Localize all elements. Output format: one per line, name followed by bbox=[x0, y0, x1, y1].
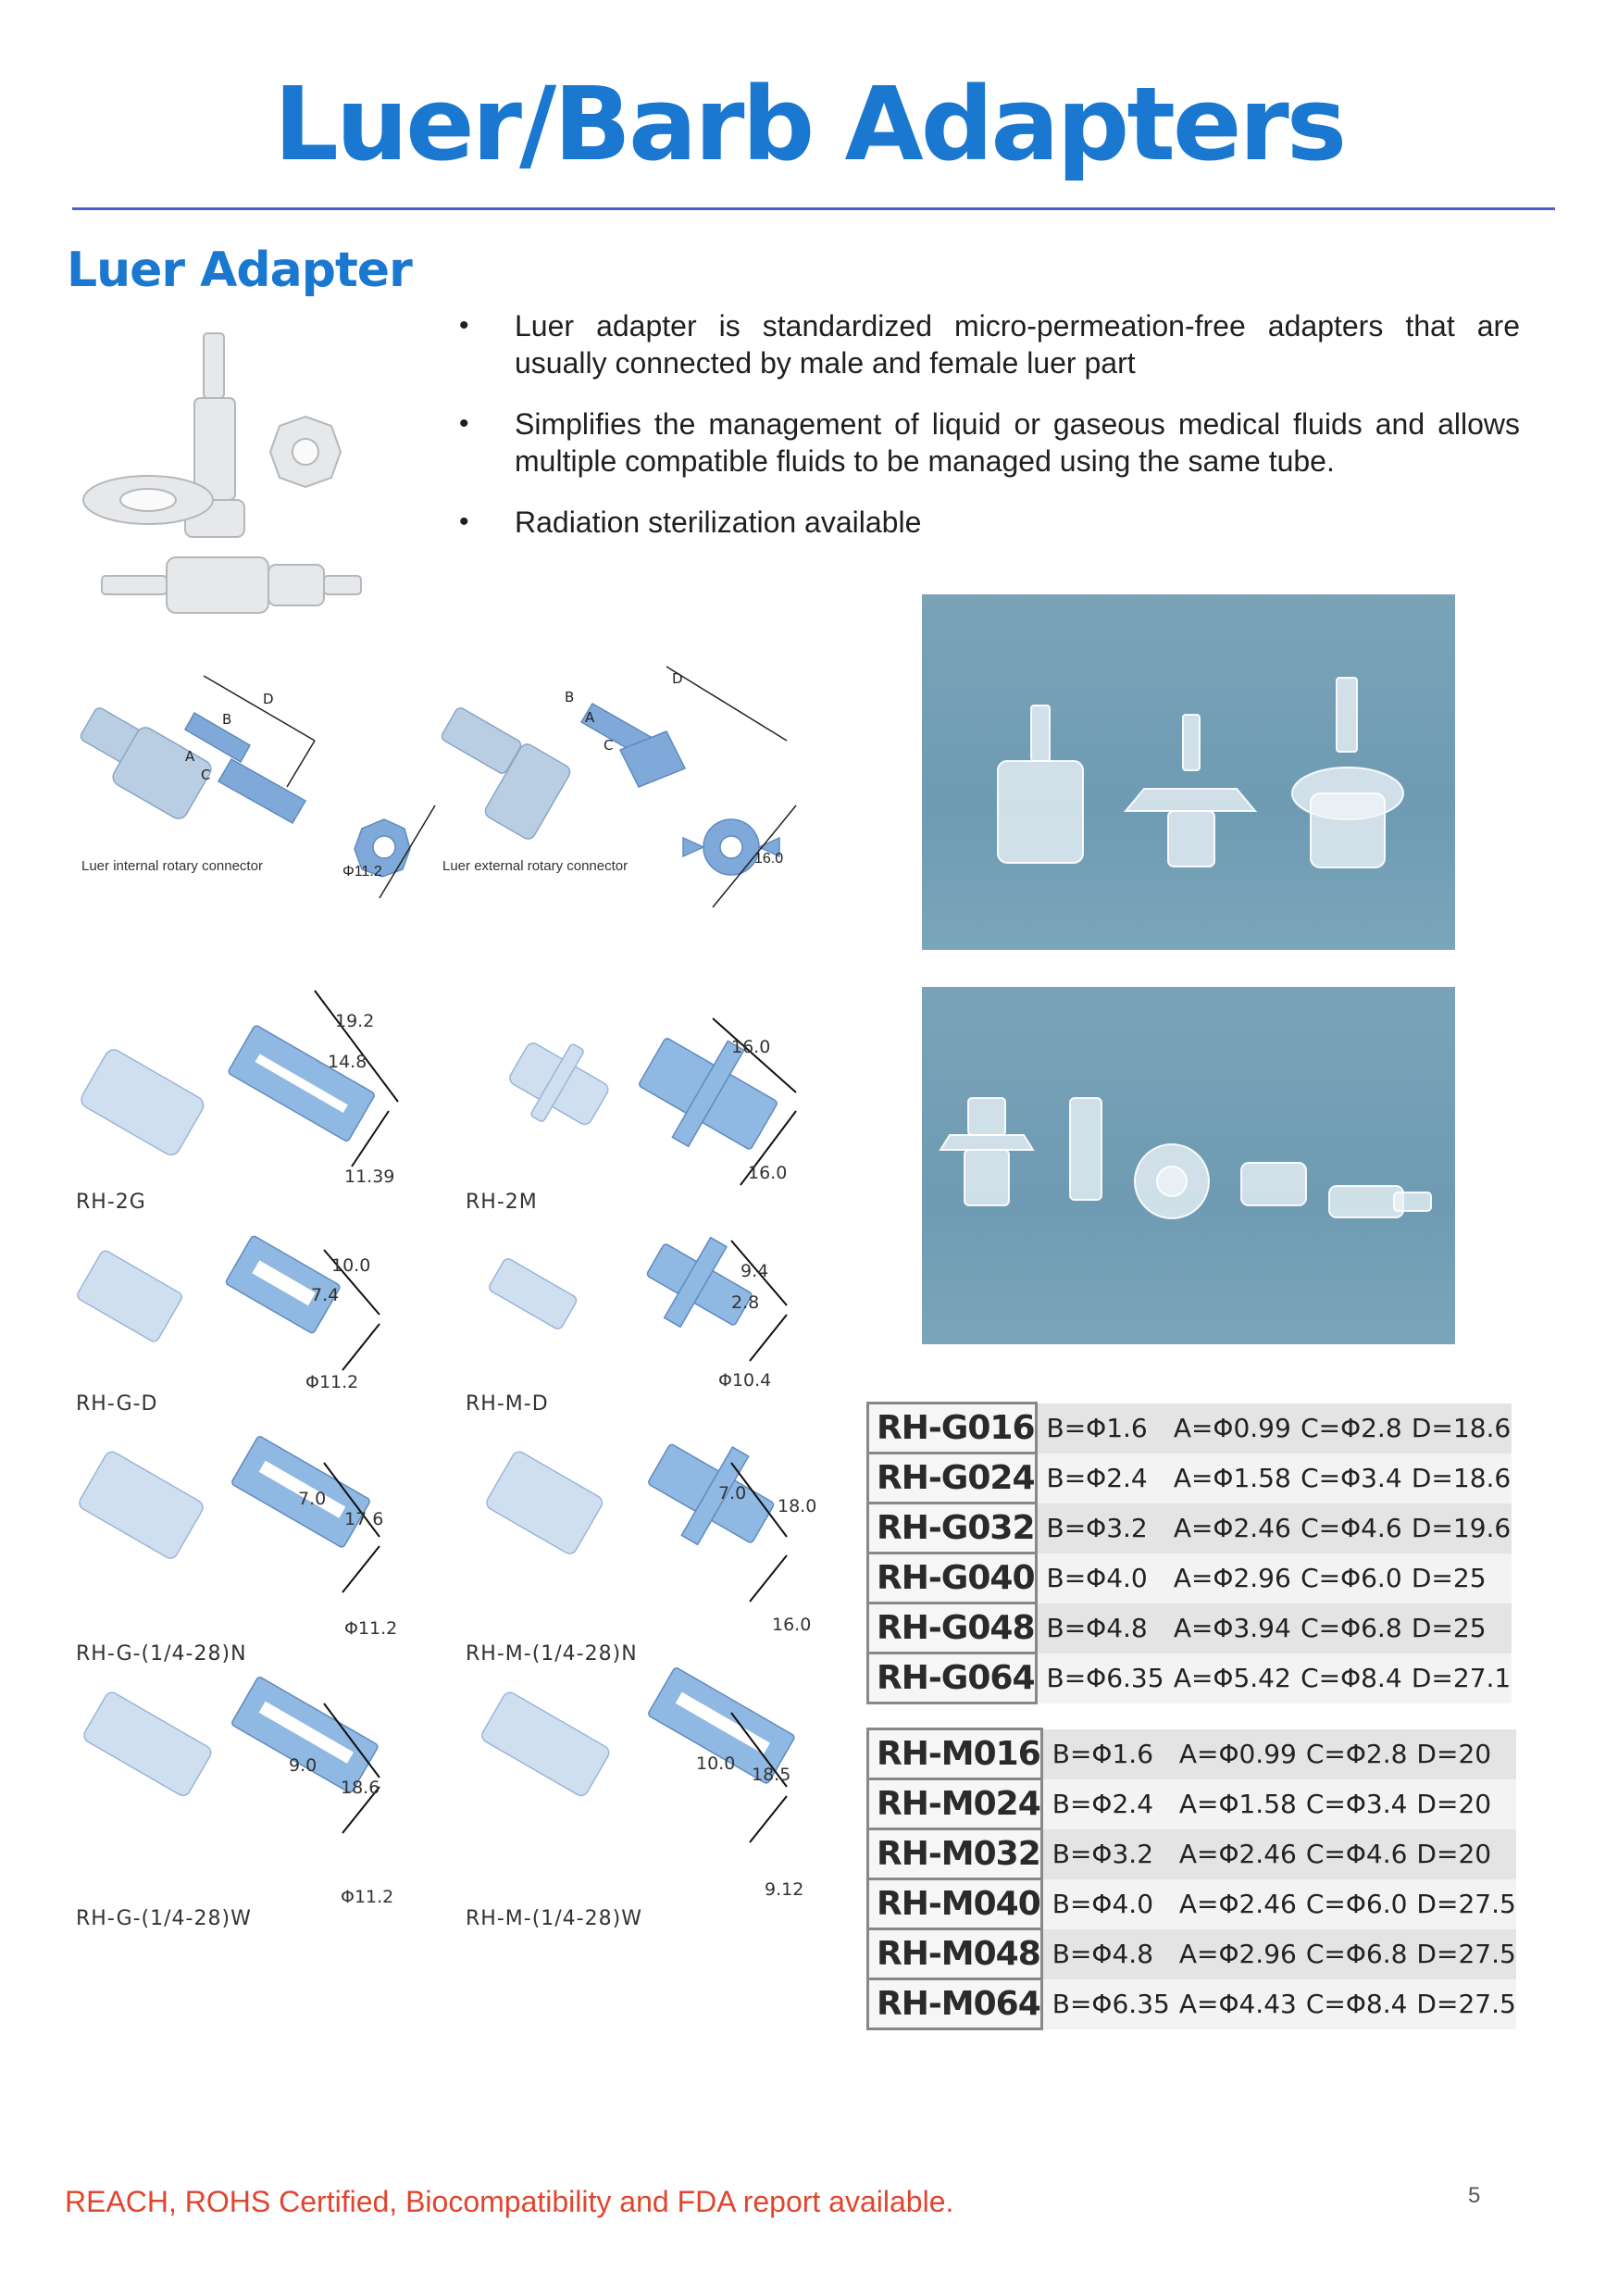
model-code: RH-G048 bbox=[868, 1603, 1037, 1653]
table-row: RH-G024 B=Φ2.4 A=Φ1.58 C=Φ3.4 D=18.6 bbox=[868, 1454, 1512, 1504]
dim-value: Φ11.2 bbox=[305, 1372, 359, 1392]
part-label: RH-M-(1/4-28)W bbox=[466, 1907, 642, 1930]
feature-list bbox=[454, 307, 1520, 565]
luer-adapter-product-render bbox=[65, 315, 389, 648]
dim-value: 18.5 bbox=[752, 1765, 791, 1785]
dim-value: 7.0 bbox=[718, 1483, 747, 1504]
table-row: RH-M016 B=Φ1.6 A=Φ0.99 C=Φ2.8 D=20 bbox=[868, 1729, 1516, 1779]
dim-value: 16.0 bbox=[731, 1037, 771, 1057]
model-code: RH-G024 bbox=[868, 1454, 1037, 1504]
dim-value: 14.8 bbox=[328, 1052, 367, 1072]
product-photo-barbed-adapters bbox=[922, 594, 1455, 950]
model-code: RH-M024 bbox=[868, 1779, 1042, 1829]
internal-connector-dim: Φ11.2 bbox=[342, 864, 382, 880]
dim-letter-b: B bbox=[222, 711, 232, 728]
feature-item: • Simplifies the management of liquid or gaseous medical fluids and allows multiple compatible fluids to be managed using the same tube. bbox=[454, 406, 1520, 480]
dim-value: 11.39 bbox=[344, 1167, 395, 1187]
dim-value: 16.0 bbox=[772, 1615, 812, 1635]
dim-letter-c: C bbox=[201, 767, 211, 783]
product-photo-luer-adapters bbox=[922, 987, 1455, 1344]
dim-letter-a: A bbox=[185, 748, 195, 765]
dim-value: 7.4 bbox=[311, 1285, 340, 1305]
model-code: RH-M040 bbox=[868, 1879, 1042, 1929]
model-code: RH-G040 bbox=[868, 1554, 1037, 1603]
rotary-connector-diagrams bbox=[65, 648, 805, 926]
section-title: Luer Adapter bbox=[67, 243, 412, 298]
dim-value: 18.0 bbox=[778, 1496, 817, 1516]
dim-value: Φ11.2 bbox=[341, 1887, 394, 1907]
table-row: RH-G032 B=Φ3.2 A=Φ2.46 C=Φ4.6 D=19.6 bbox=[868, 1504, 1512, 1554]
dim-value: Φ10.4 bbox=[718, 1370, 772, 1391]
dim-value: 9.12 bbox=[765, 1879, 804, 1900]
dim-letter-d: D bbox=[263, 691, 274, 707]
dim-value: 17.6 bbox=[344, 1509, 384, 1529]
part-label: RH-2M bbox=[466, 1191, 538, 1214]
table-row: RH-M024 B=Φ2.4 A=Φ1.58 C=Φ3.4 D=20 bbox=[868, 1779, 1516, 1829]
dim-value: 9.0 bbox=[289, 1755, 317, 1776]
model-code: RH-M048 bbox=[868, 1929, 1042, 1979]
external-connector-caption: Luer external rotary connector bbox=[442, 858, 629, 874]
table-row: RH-M048 B=Φ4.8 A=Φ2.96 C=Φ6.8 D=27.5 bbox=[868, 1929, 1516, 1979]
part-label: RH-G-(1/4-28)W bbox=[76, 1907, 252, 1930]
dim-letter-c: C bbox=[604, 737, 614, 754]
internal-connector-caption: Luer internal rotary connector bbox=[81, 858, 263, 874]
part-label: RH-G-(1/4-28)N bbox=[76, 1642, 247, 1666]
table-row: RH-G048 B=Φ4.8 A=Φ3.94 C=Φ6.8 D=25 bbox=[868, 1603, 1512, 1653]
part-label: RH-2G bbox=[76, 1191, 146, 1214]
dim-value: 19.2 bbox=[335, 1011, 375, 1031]
model-code: RH-M032 bbox=[868, 1829, 1042, 1879]
certification-note: REACH, ROHS Certified, Biocompatibility and FDA report available. bbox=[65, 2185, 954, 2218]
table-row: RH-M040 B=Φ4.0 A=Φ2.46 C=Φ6.0 D=27.5 bbox=[868, 1879, 1516, 1929]
dim-value: Φ11.2 bbox=[344, 1618, 398, 1639]
model-code: RH-G064 bbox=[868, 1653, 1037, 1703]
dim-value: 7.0 bbox=[298, 1489, 327, 1509]
model-code: RH-G032 bbox=[868, 1504, 1037, 1554]
dim-value: 9.4 bbox=[741, 1261, 769, 1281]
spec-table-g bbox=[866, 1402, 1512, 1704]
page-number: 5 bbox=[1468, 2183, 1481, 2208]
dim-value: 18.6 bbox=[341, 1778, 380, 1798]
model-code: RH-M064 bbox=[868, 1979, 1042, 2029]
dim-value: 10.0 bbox=[696, 1753, 736, 1774]
dim-letter-a: A bbox=[585, 709, 595, 726]
table-row: RH-G064 B=Φ6.35 A=Φ5.42 C=Φ8.4 D=27.1 bbox=[868, 1653, 1512, 1703]
table-row: RH-M032 B=Φ3.2 A=Φ2.46 C=Φ4.6 D=20 bbox=[868, 1829, 1516, 1879]
page-title: Luer/Barb Adapters bbox=[273, 65, 1345, 183]
model-code: RH-G016 bbox=[868, 1404, 1037, 1454]
feature-item: • Luer adapter is standardized micro-permeation-free adapters that are usually connected by male and female luer part bbox=[454, 307, 1520, 381]
dim-value: 16.0 bbox=[748, 1163, 788, 1183]
model-code: RH-M016 bbox=[868, 1729, 1042, 1779]
dim-value: 2.8 bbox=[731, 1292, 760, 1313]
spec-table-m bbox=[866, 1728, 1517, 2030]
dim-value: 10.0 bbox=[331, 1255, 371, 1276]
title-divider bbox=[72, 207, 1555, 210]
table-row: RH-G040 B=Φ4.0 A=Φ2.96 C=Φ6.0 D=25 bbox=[868, 1554, 1512, 1603]
dim-letter-d: D bbox=[672, 670, 683, 687]
part-label: RH-M-D bbox=[466, 1392, 549, 1416]
part-label: RH-M-(1/4-28)N bbox=[466, 1642, 638, 1666]
feature-item: • Radiation sterilization available bbox=[454, 504, 1520, 541]
part-dimension-drawings bbox=[65, 981, 842, 1944]
table-row: RH-M064 B=Φ6.35 A=Φ4.43 C=Φ8.4 D=27.5 bbox=[868, 1979, 1516, 2029]
part-label: RH-G-D bbox=[76, 1392, 158, 1416]
external-connector-dim: 16.0 bbox=[754, 851, 784, 867]
table-row: RH-G016 B=Φ1.6 A=Φ0.99 C=Φ2.8 D=18.6 bbox=[868, 1404, 1512, 1454]
dim-letter-b: B bbox=[565, 689, 575, 705]
